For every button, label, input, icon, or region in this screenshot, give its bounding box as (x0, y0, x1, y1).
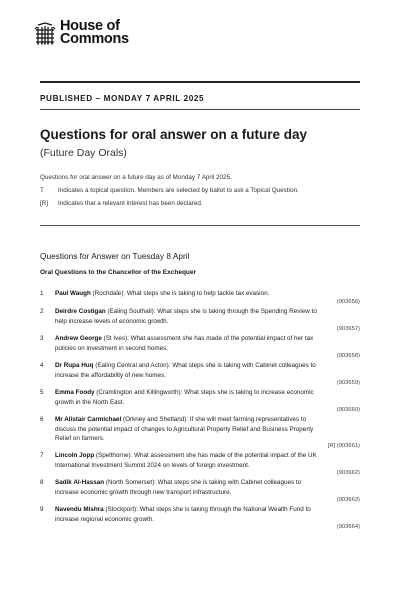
question-text: If she will meet farming representatives to discuss the potential impact of changes to Agricultural Property Relief and Business Property Relief on farmers. (55, 416, 314, 442)
question-item (40, 478, 360, 505)
question-asker: Navendu Mishra (55, 506, 104, 513)
question-number: 6 (40, 416, 44, 423)
question-number: 5 (40, 389, 44, 396)
question-text: What steps she is taking with Cabinet colleagues to increase economic growth through new transport infrastructure. (55, 479, 302, 496)
legend-relevant-interest (40, 200, 203, 207)
question-asker: Paul Waugh (55, 290, 91, 297)
question-constituency: (Orkney and Shetland): (121, 416, 190, 423)
question-constituency: (Ealing Southall): (105, 308, 158, 315)
question-body (55, 388, 323, 407)
question-reference: (903656) (336, 298, 360, 305)
question-item (40, 451, 360, 478)
house-of-commons-logo (34, 20, 129, 46)
portcullis-icon (34, 22, 56, 46)
question-asker: Dr Rupa Huq (55, 362, 94, 369)
question-asker: Lincoln Jopp (55, 452, 95, 459)
question-text: What assessment she has made of the potential impact of her tax policies on investment in second homes. (55, 335, 314, 352)
question-number: 3 (40, 335, 44, 342)
published-divider (40, 109, 360, 110)
question-constituency: (St Ives): (101, 335, 131, 342)
legend-text: Indicates a topical question. Members are selected by ballot to ask a Topical Question. (58, 187, 299, 194)
legend-symbol: T (40, 187, 44, 194)
question-body (55, 334, 323, 353)
section-heading: Questions for Answer on Tuesday 8 April (40, 251, 190, 261)
published-date: PUBLISHED – MONDAY 7 APRIL 2025 (40, 94, 205, 103)
question-reference: (903660) (336, 406, 360, 413)
question-constituency: (Spelthorne): (94, 452, 135, 459)
department-heading: Oral Questions to the Chancellor of the Exchequer (40, 269, 197, 276)
question-text: What assessment she has made of the potential impact of the UK International Investment Summit 2024 on levels of foreign investment. (55, 452, 317, 469)
section-divider (40, 225, 360, 226)
intro-text: Questions for oral answer on a future day as of Monday 7 April 2025. (40, 174, 232, 181)
question-text: What steps she is taking to increase economic growth in the North East. (55, 389, 314, 406)
question-asker: Sadik Al-Hassan (55, 479, 105, 486)
question-reference: (903663) (336, 496, 360, 503)
question-reference: (903659) (336, 379, 360, 386)
logo-line-1: House of (60, 18, 120, 34)
question-number: 4 (40, 362, 44, 369)
question-number: 9 (40, 506, 44, 513)
question-asker: Deirdre Costigan (55, 308, 106, 315)
logo-wordmark (60, 20, 129, 46)
question-text: What steps she is taking through the Spending Review to help increase levels of economic growth. (55, 308, 317, 325)
question-constituency: (Cramlington and Killingworth): (94, 389, 185, 396)
question-reference: (903662) (336, 469, 360, 476)
legend-topical (40, 187, 299, 194)
question-text: What steps she is taking to help tackle tax evasion. (126, 290, 270, 297)
question-asker: Mr Alistair Carmichael (55, 416, 122, 423)
question-body (55, 451, 323, 470)
question-number: 1 (40, 290, 44, 297)
top-divider (40, 81, 360, 83)
question-item (40, 289, 360, 307)
question-reference: (903657) (336, 325, 360, 332)
question-item (40, 415, 360, 451)
question-constituency: (Ealing Central and Acton): (93, 362, 173, 369)
page-title: Questions for oral answer on a future day (40, 127, 308, 142)
question-body (55, 415, 323, 444)
question-body (55, 361, 323, 380)
logo-line-2: Commons (60, 31, 129, 47)
question-asker: Andrew George (55, 335, 102, 342)
question-list (40, 289, 360, 532)
question-reference: (903658) (336, 352, 360, 359)
question-item (40, 388, 360, 415)
question-body (55, 505, 323, 524)
question-item (40, 307, 360, 334)
question-body (55, 289, 323, 299)
legend-text: Indicates that a relevant interest has been declared. (58, 200, 203, 207)
legend-symbol: [R] (40, 200, 49, 207)
question-body (55, 478, 323, 497)
question-constituency: (North Somerset): (104, 479, 158, 486)
question-text: What steps she is taking through the National Wealth Fund to increase regional economic growth. (55, 506, 311, 523)
page-subtitle: (Future Day Orals) (40, 147, 127, 159)
question-body (55, 307, 323, 326)
question-item (40, 505, 360, 532)
question-reference: [R] (903661) (327, 442, 360, 449)
question-text: What steps she is taking with Cabinet colleagues to increase the affordability of new homes. (55, 362, 316, 379)
question-number: 7 (40, 452, 44, 459)
question-number: 8 (40, 479, 44, 486)
question-asker: Emma Foody (55, 389, 95, 396)
question-item (40, 361, 360, 388)
question-constituency: (Stockport): (103, 506, 140, 513)
question-constituency: (Rochdale): (90, 290, 127, 297)
question-number: 2 (40, 308, 44, 315)
question-item (40, 334, 360, 361)
question-reference: (903664) (336, 523, 360, 530)
